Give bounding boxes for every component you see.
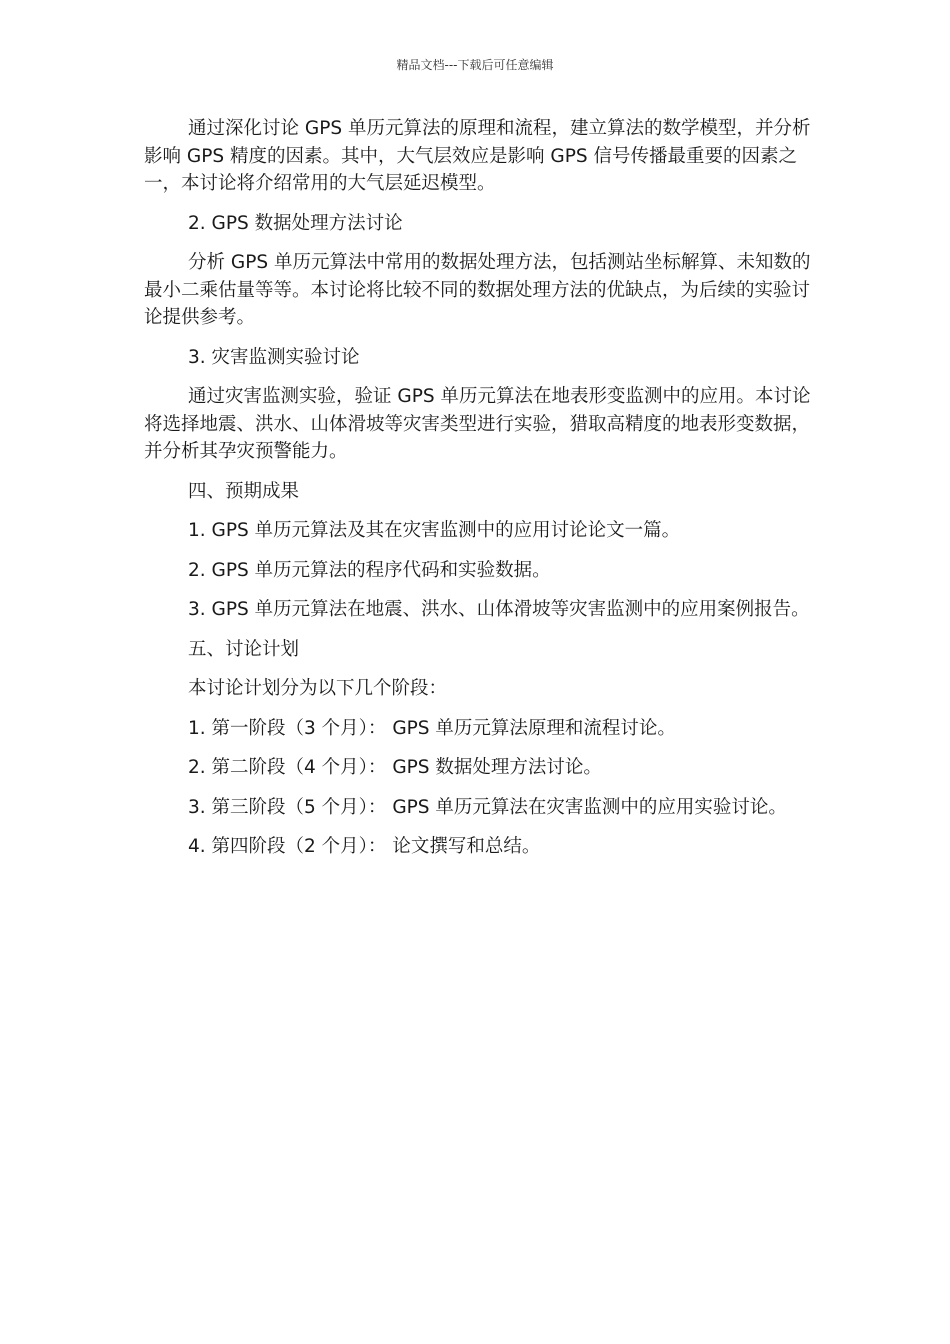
heading-research-plan: 五、讨论计划 (188, 638, 300, 660)
plan-stage-2: 2. 第二阶段（4 个月）： GPS 数据处理方法讨论。 (188, 757, 602, 778)
plan-stage-4: 4. 第四阶段（2 个月）： 论文撰写和总结。 (188, 836, 541, 857)
paragraph-data-processing: 分析 GPS 单历元算法中常用的数据处理方法，包括测站坐标解算、未知数的最小二乘估量等等。本讨论将比较不同的数据处理方法的优缺点，为后续的实验讨论提供参考。 (144, 252, 811, 328)
heading-disaster-experiment: 3. 灾害监测实验讨论 (188, 346, 360, 368)
paragraph-disaster-experiment: 通过灾害监测实验，验证 GPS 单历元算法在地表形变监测中的应用。本讨论将选择地震、洪水、山体滑坡等灾害类型进行实验，猎取高精度的地表形变数据，并分析其孕灾预警能力。 (144, 386, 811, 462)
result-item-3: 3. GPS 单历元算法在地震、洪水、山体滑坡等灾害监测中的应用案例报告。 (188, 599, 810, 620)
document-body (144, 115, 812, 873)
plan-stage-3: 3. 第三阶段（5 个月）： GPS 单历元算法在灾害监测中的应用实验讨论。 (188, 796, 787, 818)
plan-intro: 本讨论计划分为以下几个阶段： (188, 678, 448, 699)
plan-stage-1: 1. 第一阶段（3 个月）： GPS 单历元算法原理和流程讨论。 (188, 717, 676, 739)
paragraph-gps-model: 通过深化讨论 GPS 单历元算法的原理和流程，建立算法的数学模型，并分析影响 GPS 精度的因素。其中，大气层效应是影响 GPS 信号传播最重要的因素之一，本讨论将介绍常用的大气层延迟模型。 (144, 118, 811, 194)
heading-data-processing: 2. GPS 数据处理方法讨论 (188, 212, 403, 234)
page-header: 精品文档---下载后可任意编辑 (396, 58, 554, 72)
heading-expected-results: 四、预期成果 (188, 480, 300, 502)
result-item-2: 2. GPS 单历元算法的程序代码和实验数据。 (188, 559, 551, 581)
result-item-1: 1. GPS 单历元算法及其在灾害监测中的应用讨论论文一篇。 (188, 520, 681, 541)
